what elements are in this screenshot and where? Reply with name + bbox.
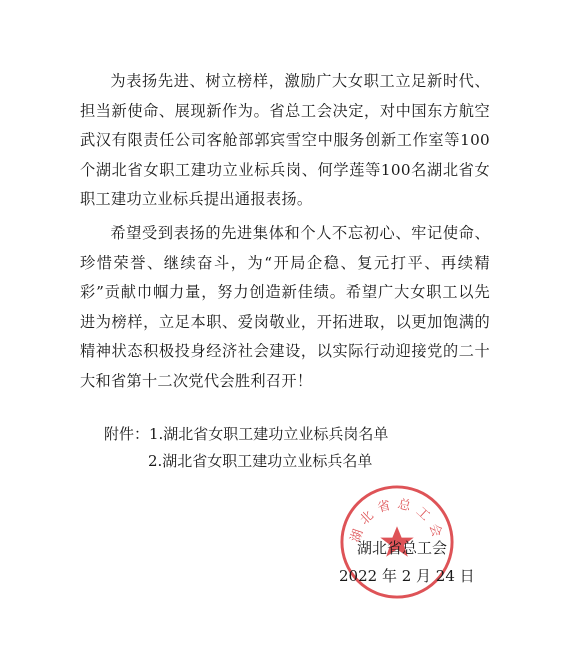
svg-text:湖北省总工会: 湖北省总工会 <box>348 496 446 545</box>
body-paragraph-2: 希望受到表扬的先进集体和个人不忘初心、牢记使命、珍惜荣誉、继续奋斗，为“开局企稳、复元打平、再续精彩”贡献巾帼力量，努力创造新佳绩。希望广大女职工以先进为榜样，立足本职、爱岗敬业，开拓进取，以更加饱满的精神状态积极投身经济社会建设，以实际行动迎接党的二十大和省第十二次党代会胜利召开！ <box>80 224 490 390</box>
attachment-item-1: 附件：1.湖北省女职工建功立业标兵岗名单 <box>104 425 389 443</box>
attachment-item-2: 2.湖北省女职工建功立业标兵名单 <box>148 452 373 470</box>
signature-date: 2022 年 2 月 24 日 <box>339 567 475 585</box>
body-paragraph-1: 为表扬先进、树立榜样，激励广大女职工立足新时代、担当新使命、展现新作为。省总工会决定，对中国东方航空武汉有限责任公司客舱部郭宾雪空中服务创新工作室等100个湖北省女职工建功立业标兵岗、何学莲等100名湖北省女职工建功立业标兵提出通报表扬。 <box>80 72 490 208</box>
signature-organization: 湖北省总工会 <box>357 539 448 557</box>
